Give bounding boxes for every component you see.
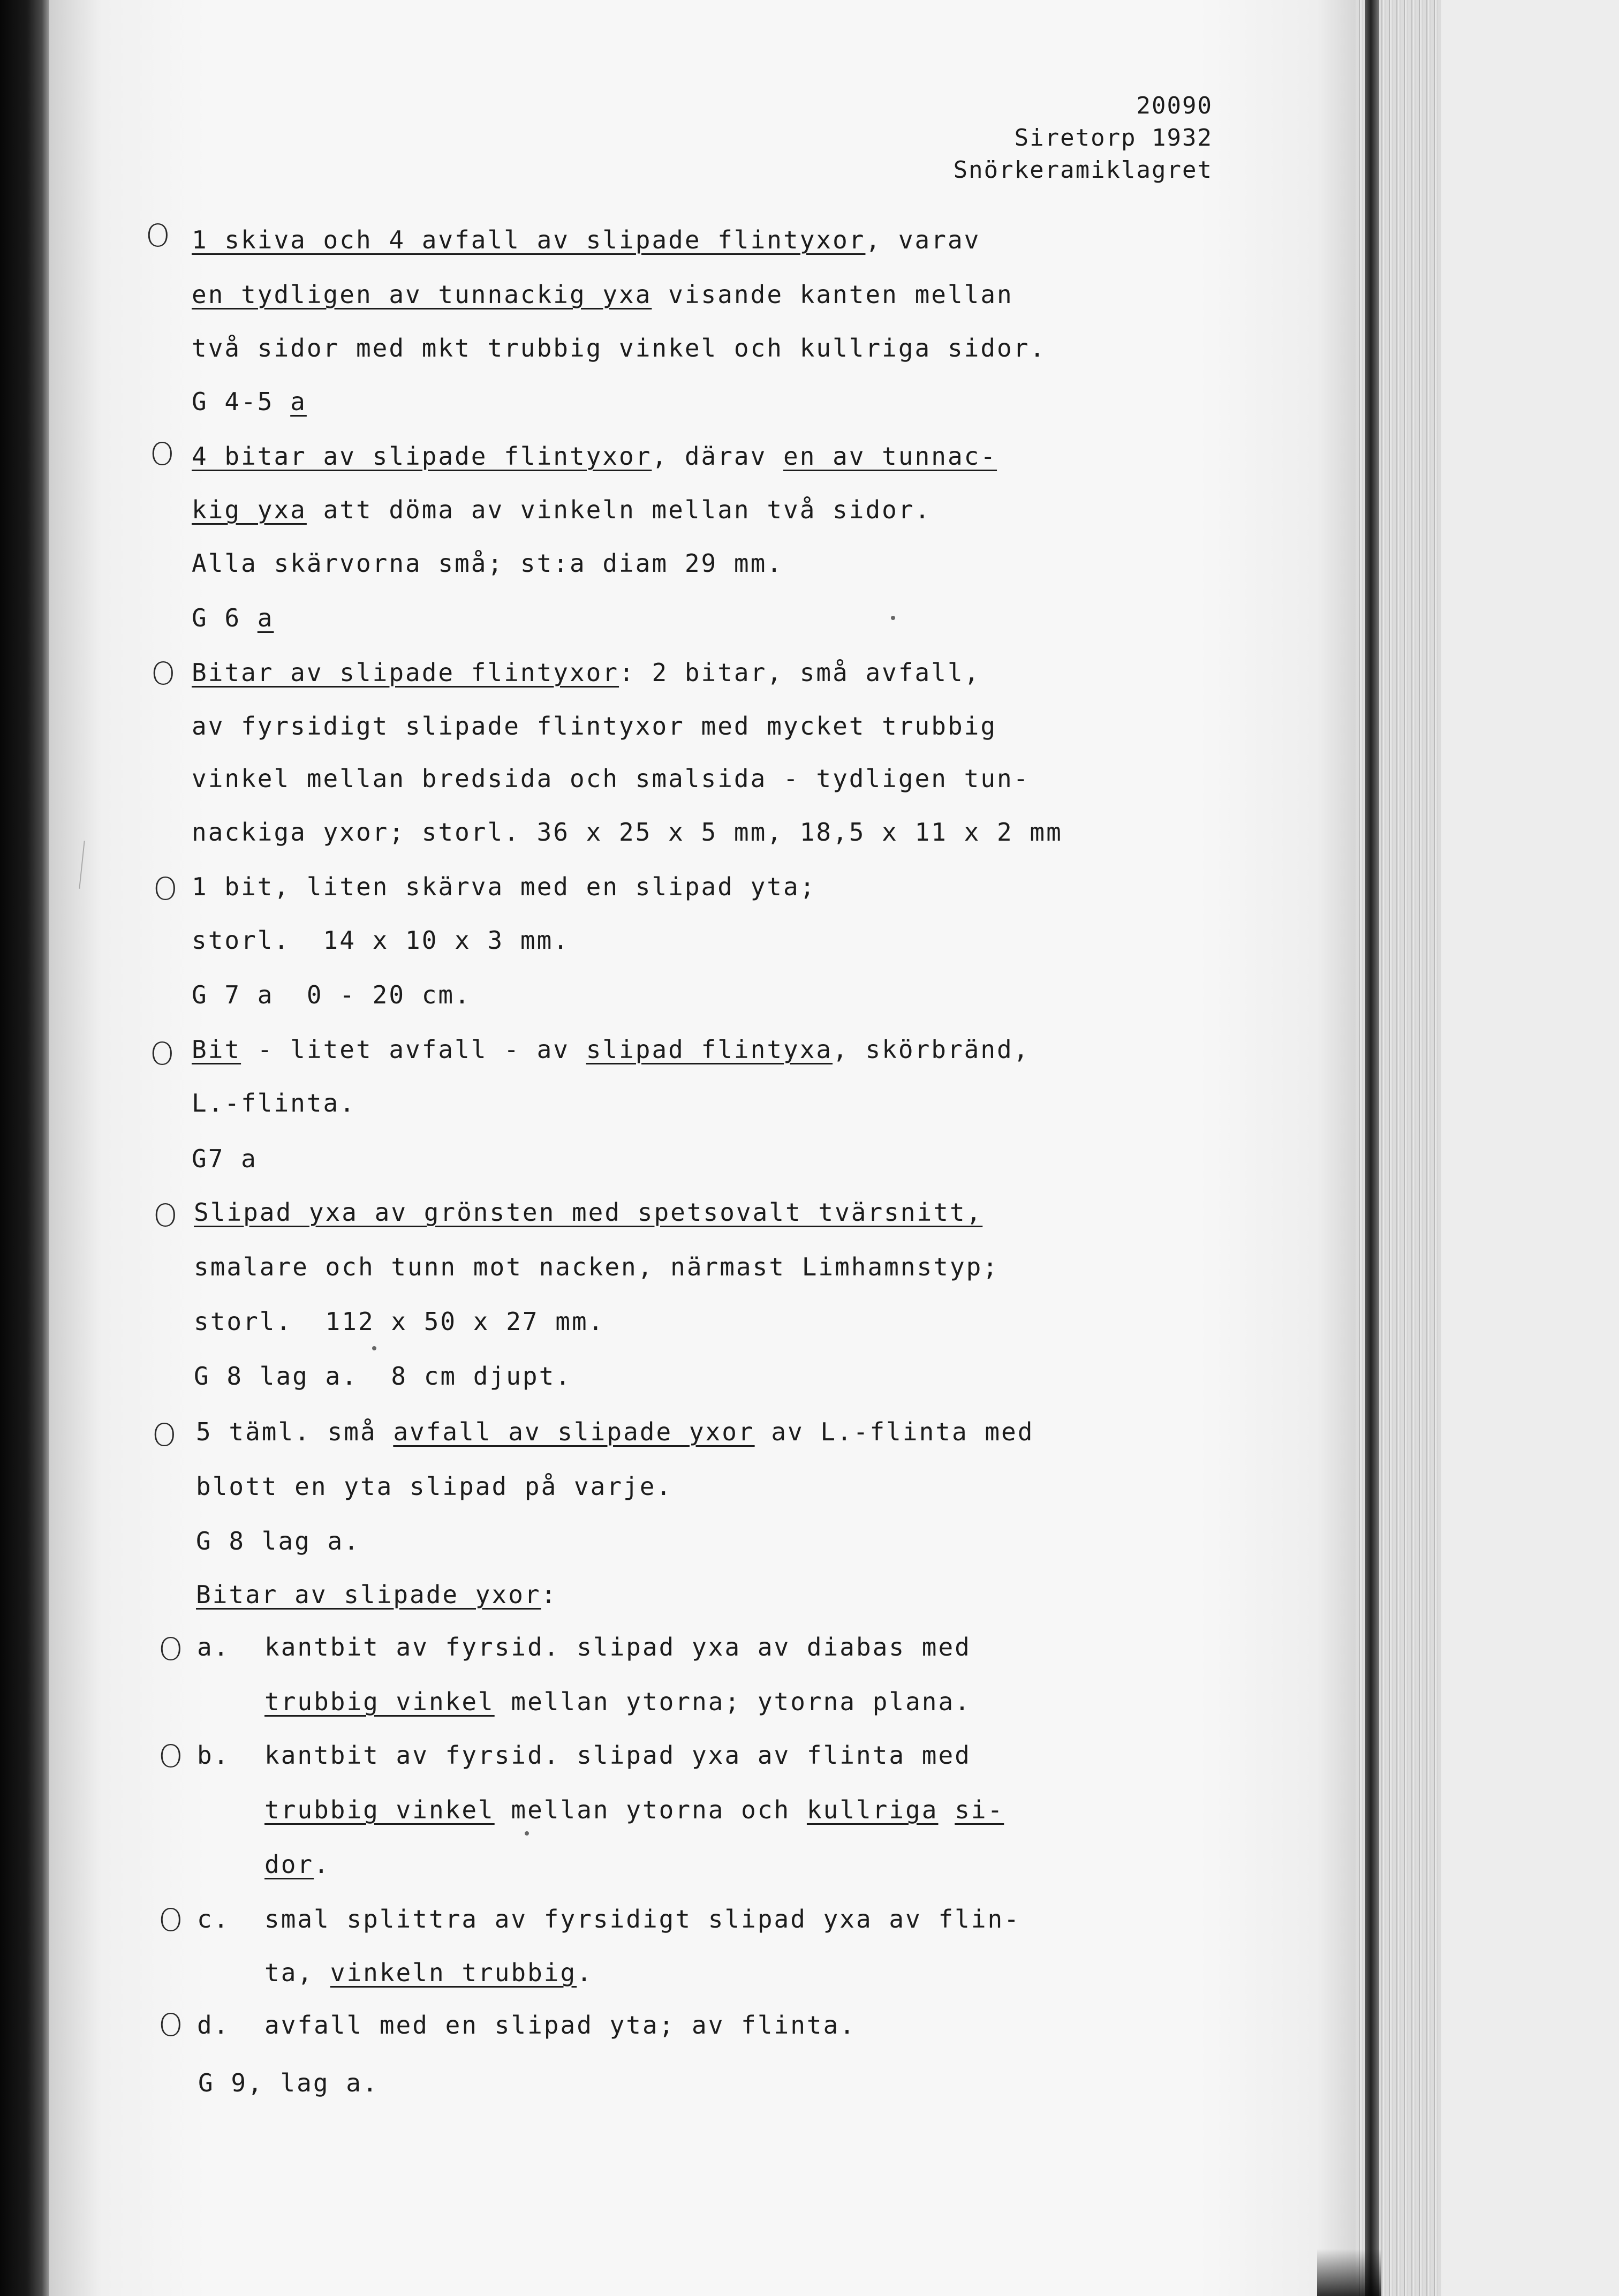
entry-mark: O (158, 1902, 183, 1938)
item-c-line-2: ta, vinkeln trubbig. (264, 1958, 593, 1987)
book-binding (0, 0, 49, 2296)
entry-3-line-3: vinkel mellan bredsida och smalsida - tydligen tun- (192, 764, 1030, 793)
entry-3-line-2: av fyrsidigt slipade flintyxor med mycket trubbig (192, 712, 997, 741)
entry-5-line-3: G7 a (192, 1144, 258, 1173)
entry-7-line-3: G 8 lag a. (196, 1527, 360, 1555)
document-header (857, 90, 1213, 186)
entry-3-line-4: nackiga yxor; storl. 36 x 25 x 5 mm, 18,5 x 11 x 2 mm (192, 818, 1063, 847)
item-b-line-1: kantbit av fyrsid. slipad yxa av flinta med (264, 1741, 971, 1770)
entry-7-line-1: 5 täml. små avfall av slipade yxor av L.-flinta med (196, 1417, 1034, 1446)
item-b-line-2: trubbig vinkel mellan ytorna och kullriga si- (264, 1795, 1004, 1824)
entry-4-line-1: 1 bit, liten skärva med en slipad yta; (192, 872, 816, 901)
entry-6-line-2: smalare och tunn mot nacken, närmast Limhamnstyp; (194, 1252, 1000, 1281)
item-a-line-2: trubbig vinkel mellan ytorna; ytorna plana. (264, 1687, 971, 1716)
entry-6-line-1: Slipad yxa av grönsten med spetsovalt tvärsnitt, (194, 1198, 983, 1227)
entry-mark: O (158, 2007, 183, 2043)
ink-speck (372, 1346, 376, 1350)
background-right (1441, 0, 1619, 2296)
item-a-line-1: kantbit av fyrsid. slipad yxa av diabas med (264, 1633, 971, 1661)
item-a-label: a. (197, 1633, 230, 1661)
item-b-line-3: dor. (264, 1850, 330, 1879)
ink-speck (891, 616, 895, 620)
entry-2-line-3: Alla skärvorna små; st:a diam 29 mm. (192, 549, 783, 578)
layer-name: Snörkeramiklagret (953, 156, 1213, 184)
entry-3-line-1: Bitar av slipade flintyxor: 2 bitar, små avfall, (192, 658, 981, 687)
entry-8-footer: G 9, lag a. (198, 2068, 379, 2097)
entry-mark: O (153, 1197, 178, 1234)
corner-shadow (1317, 2249, 1381, 2296)
entry-7-line-2: blott en yta slipad på varje. (196, 1472, 673, 1501)
entry-1-line-3: två sidor med mkt trubbig vinkel och kullriga sidor. (192, 334, 1047, 362)
entry-mark: O (151, 655, 176, 692)
catalog-number: 20090 (1136, 92, 1213, 119)
item-c-line-1: smal splittra av fyrsidigt slipad yxa av flin- (264, 1905, 1020, 1934)
entry-2-line-4: G 6 a (192, 603, 274, 632)
entry-mark: O (150, 1036, 175, 1072)
entry-5-line-1: Bit - litet avfall - av slipad flintyxa, skörbränd, (192, 1035, 1030, 1064)
entry-mark: O (158, 1631, 183, 1667)
page-edge-shadow (1365, 0, 1379, 2296)
entry-4-line-3: G 7 a 0 - 20 cm. (192, 980, 471, 1009)
item-c-label: c. (197, 1905, 230, 1934)
entry-4-line-2: storl. 14 x 10 x 3 mm. (192, 926, 570, 955)
ink-speck (525, 1831, 529, 1836)
entry-5-line-2: L.-flinta. (192, 1089, 356, 1117)
entry-8-heading: Bitar av slipade yxor: (196, 1580, 558, 1609)
entry-6-line-4: G 8 lag a. 8 cm djupt. (194, 1362, 572, 1391)
entry-1-line-1: 1 skiva och 4 avfall av slipade flintyxor, varav (192, 225, 981, 254)
entry-1-line-4: G 4-5 a (192, 387, 307, 416)
entry-1-line-2: en tydligen av tunnackig yxa visande kanten mellan (192, 280, 1013, 309)
item-b-label: b. (197, 1741, 230, 1770)
entry-mark: O (153, 871, 178, 907)
entry-2-line-1: 4 bitar av slipade flintyxor, därav en av tunnac- (192, 442, 997, 471)
entry-mark: O (152, 1417, 177, 1453)
entry-mark: O (150, 436, 175, 472)
item-d-label: d. (197, 2011, 230, 2040)
entry-mark: O (146, 217, 170, 254)
entry-2-line-2: kig yxa att döma av vinkeln mellan två sidor. (192, 495, 932, 524)
item-d-line-1: avfall med en slipad yta; av flinta. (264, 2011, 856, 2040)
site-name: Siretorp 1932 (1014, 124, 1213, 152)
entry-6-line-3: storl. 112 x 50 x 27 mm. (194, 1307, 605, 1336)
entry-mark: O (158, 1738, 183, 1774)
